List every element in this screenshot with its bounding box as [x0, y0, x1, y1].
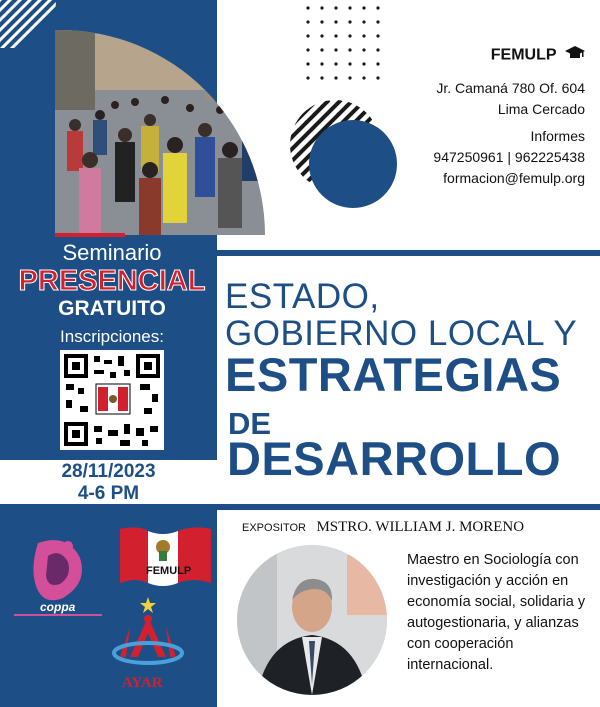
title-bottom-rule: [217, 504, 600, 510]
title-line1: ESTADO,: [225, 277, 380, 316]
email-link[interactable]: formacion@femulp.org: [443, 170, 585, 186]
title-line3: ESTRATEGIAS: [225, 348, 562, 401]
circle-decoration: [285, 100, 405, 210]
femulp-flag-logo: [118, 525, 213, 590]
ayar-label: AYAR: [122, 675, 163, 691]
title-line5: DESARROLLO: [227, 432, 561, 485]
event-title: [225, 277, 595, 401]
photo-underline: [55, 233, 125, 237]
seminar-label: Seminario: [62, 240, 162, 265]
crowd-photo: [55, 30, 265, 235]
ayar-logo: [108, 595, 188, 695]
dot-grid-decoration: [303, 4, 393, 84]
contact-label: Informes: [530, 128, 585, 144]
seminar-cost: GRATUITO: [58, 297, 166, 320]
date-band: [0, 460, 217, 504]
registration-label: Inscripciones:: [60, 327, 164, 346]
title-line4: DE: [228, 406, 272, 441]
address-line2: Lima Cercado: [497, 101, 585, 117]
org-name: FEMULP: [490, 46, 557, 64]
address-line1: Jr. Camaná 780 Of. 604: [436, 80, 585, 96]
org-header: [470, 46, 585, 65]
coppa-logo: [8, 528, 108, 618]
speaker-name: MSTRO. WILLIAM J. MORENO: [316, 519, 525, 535]
speaker-photo: [237, 545, 387, 695]
graduation-cap-icon: [565, 46, 585, 65]
stripe-decoration: [0, 0, 60, 48]
speaker-label: EXPOSITOR: [242, 522, 306, 534]
title-line2: GOBIERNO LOCAL Y: [225, 314, 578, 353]
speaker-heading: [242, 518, 592, 536]
registration-qr-code[interactable]: [60, 350, 164, 450]
femulp-flag-label: FEMULP: [146, 565, 192, 577]
seminar-info: [14, 240, 210, 350]
coppa-label: coppa: [40, 600, 76, 614]
seminar-mode: PRESENCIAL: [18, 265, 206, 297]
event-time: 4-6 PM: [77, 483, 140, 504]
coppa-underline: [14, 614, 102, 616]
speaker-bio: Maestro en Sociología con investigación y acción en economía social, solidaria y autogestionaria, y alianzas con cooperación internacional.: [407, 552, 586, 673]
contact-block: [400, 78, 585, 189]
title-top-rule: [217, 250, 600, 256]
phone-numbers[interactable]: 947250961 | 962225438: [433, 149, 585, 165]
event-date: 28/11/2023: [61, 461, 156, 482]
